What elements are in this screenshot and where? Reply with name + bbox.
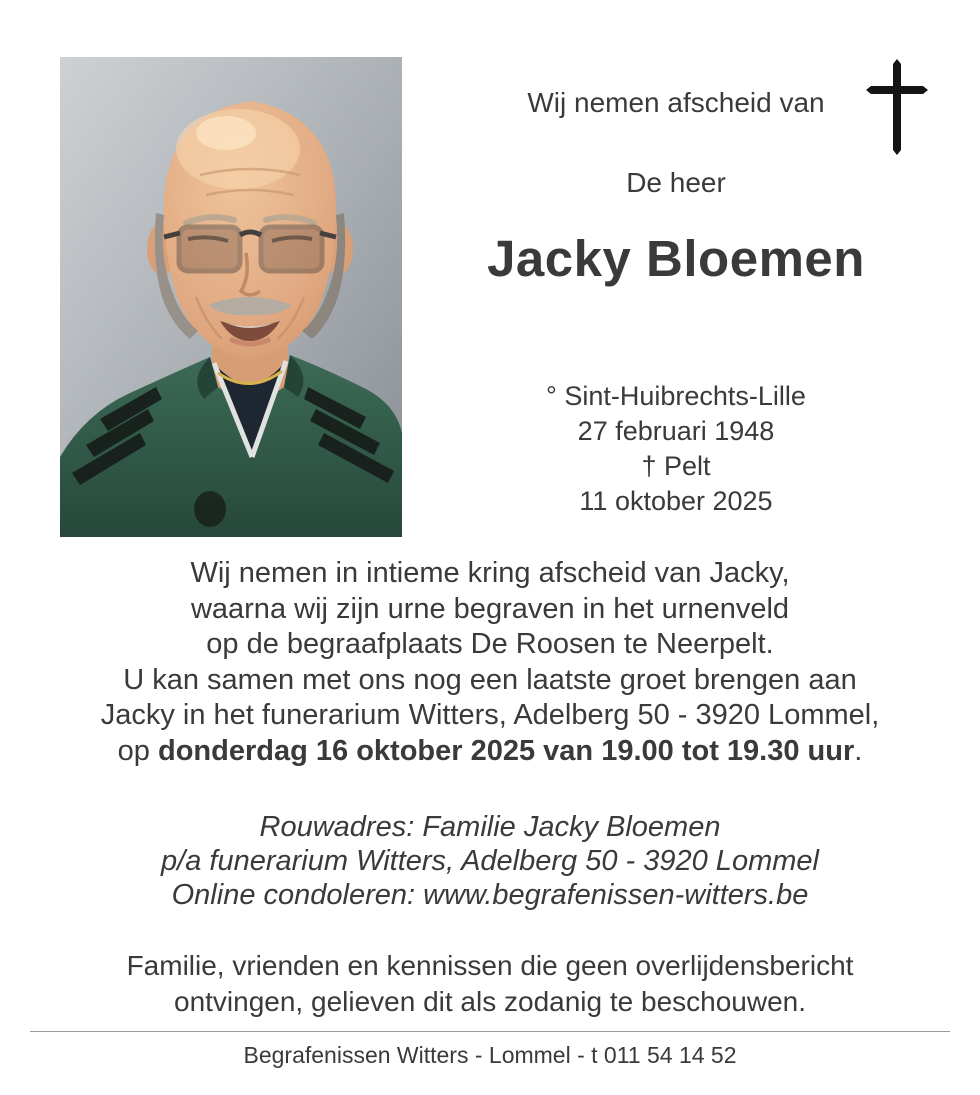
mourning-address-line: Rouwadres: Familie Jacky Bloemen [259, 811, 721, 843]
deceased-portrait-photo [60, 57, 402, 537]
announcement-line: waarna wij zijn urne begraven in het urnenveld [190, 592, 790, 625]
life-dates [402, 379, 950, 519]
salutation: De heer [626, 167, 726, 198]
announcement-line: Jacky in het funerarium Witters, Adelberg 50 - 3920 Lommel, [100, 699, 880, 731]
birth-place: ° Sint-Huibrechts-Lille [546, 381, 806, 411]
obituary-header [402, 57, 950, 537]
general-notice [0, 948, 980, 1020]
announcement-line: op de begraafplaats De Roosen te Neerpelt. [206, 628, 774, 660]
deceased-name: Jacky Bloemen [487, 230, 865, 287]
birth-date: 27 februari 1948 [577, 416, 775, 446]
notice-line: ontvingen, gelieven dit als zodanig te beschouwen. [174, 986, 806, 1017]
death-date: 11 oktober 2025 [579, 486, 773, 516]
visitation-datetime: donderdag 16 oktober 2025 van 19.00 tot 19.30 uur [158, 734, 855, 767]
mourning-address [0, 810, 980, 912]
mourning-address-line: p/a funerarium Witters, Adelberg 50 - 3920 Lommel [161, 845, 819, 877]
announcement-line: U kan samen met ons nog een laatste groet brengen aan [123, 663, 857, 696]
notice-line: Familie, vrienden en kennissen die geen overlijdensbericht [126, 950, 854, 981]
visitation-suffix: . [854, 734, 863, 767]
condolence-website-line: Online condoleren: www.begrafenissen-witters.be [171, 879, 809, 911]
announcement-text [0, 556, 980, 769]
farewell-intro: Wij nemen afscheid van [527, 87, 825, 118]
death-place: † Pelt [641, 451, 711, 481]
announcement-line: Wij nemen in intieme kring afscheid van Jacky, [190, 557, 790, 589]
visitation-prefix: op [117, 734, 158, 767]
funeral-home-footer: Begrafenissen Witters - Lommel - t 011 54 14 52 [243, 1042, 737, 1068]
footer-divider [30, 1031, 950, 1032]
visitation-line [0, 734, 980, 770]
